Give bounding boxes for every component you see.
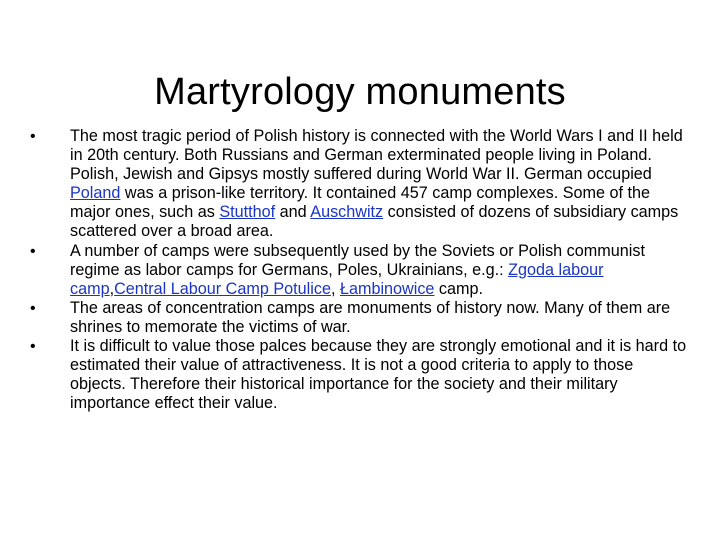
bullet-item bbox=[30, 127, 690, 242]
bullet-item bbox=[30, 299, 690, 337]
bullet-text: was a prison-like territory. It contained 457 camp complexes. Some of the major ones, such as bbox=[70, 184, 651, 222]
link-stutthof[interactable]: Stutthof bbox=[219, 203, 276, 222]
bullet-text: The areas of concentration camps are monuments of history now. Many of them are shrines to memorate the victims of war. bbox=[70, 298, 671, 336]
bullet-icon: • bbox=[30, 299, 36, 317]
link-auschwitz[interactable]: Auschwitz bbox=[310, 203, 384, 222]
bullet-text: , bbox=[330, 279, 340, 298]
bullet-text: A number of camps were subsequently used by the Soviets or Polish communist regime as labor camps for Germans, Poles, Ukrainians, e.g.: bbox=[70, 241, 645, 279]
bullet-item bbox=[30, 337, 690, 413]
bullet-text: The most tragic period of Polish history is connected with the World Wars I and II held in 20th century. Both Russians and German exterminated people living in Poland. Polish, Jewish and Gipsys mostly suffered during World War II. German occupied bbox=[70, 127, 683, 184]
link-poland[interactable]: Poland bbox=[70, 184, 121, 203]
bullet-item bbox=[30, 242, 690, 299]
link-zgoda-labour-camp[interactable]: Zgoda labour camp bbox=[70, 260, 604, 298]
bullet-text: It is difficult to value those palces because they are strongly emotional and it is hard to estimated their value of attractiveness. It is not a good criteria to apply to those objects. Therefore their historical importance for the society and their military importance effect their value. bbox=[70, 337, 687, 413]
bullet-icon: • bbox=[30, 242, 36, 260]
link-lambinowice[interactable]: Łambinowice bbox=[339, 279, 435, 298]
link-central-labour-camp-potulice[interactable]: Central Labour Camp Potulice bbox=[114, 279, 331, 298]
bullet-text: and bbox=[275, 203, 311, 222]
bullet-text: , bbox=[109, 279, 115, 298]
bullet-text: camp. bbox=[434, 279, 484, 298]
bullet-icon: • bbox=[30, 128, 36, 145]
bullet-icon: • bbox=[30, 338, 36, 356]
bullet-text: consisted of dozens of subsidiary camps scattered over a broad area. bbox=[70, 203, 679, 241]
bullet-list bbox=[30, 127, 690, 413]
slide-title: Martyrology monuments bbox=[154, 71, 566, 114]
